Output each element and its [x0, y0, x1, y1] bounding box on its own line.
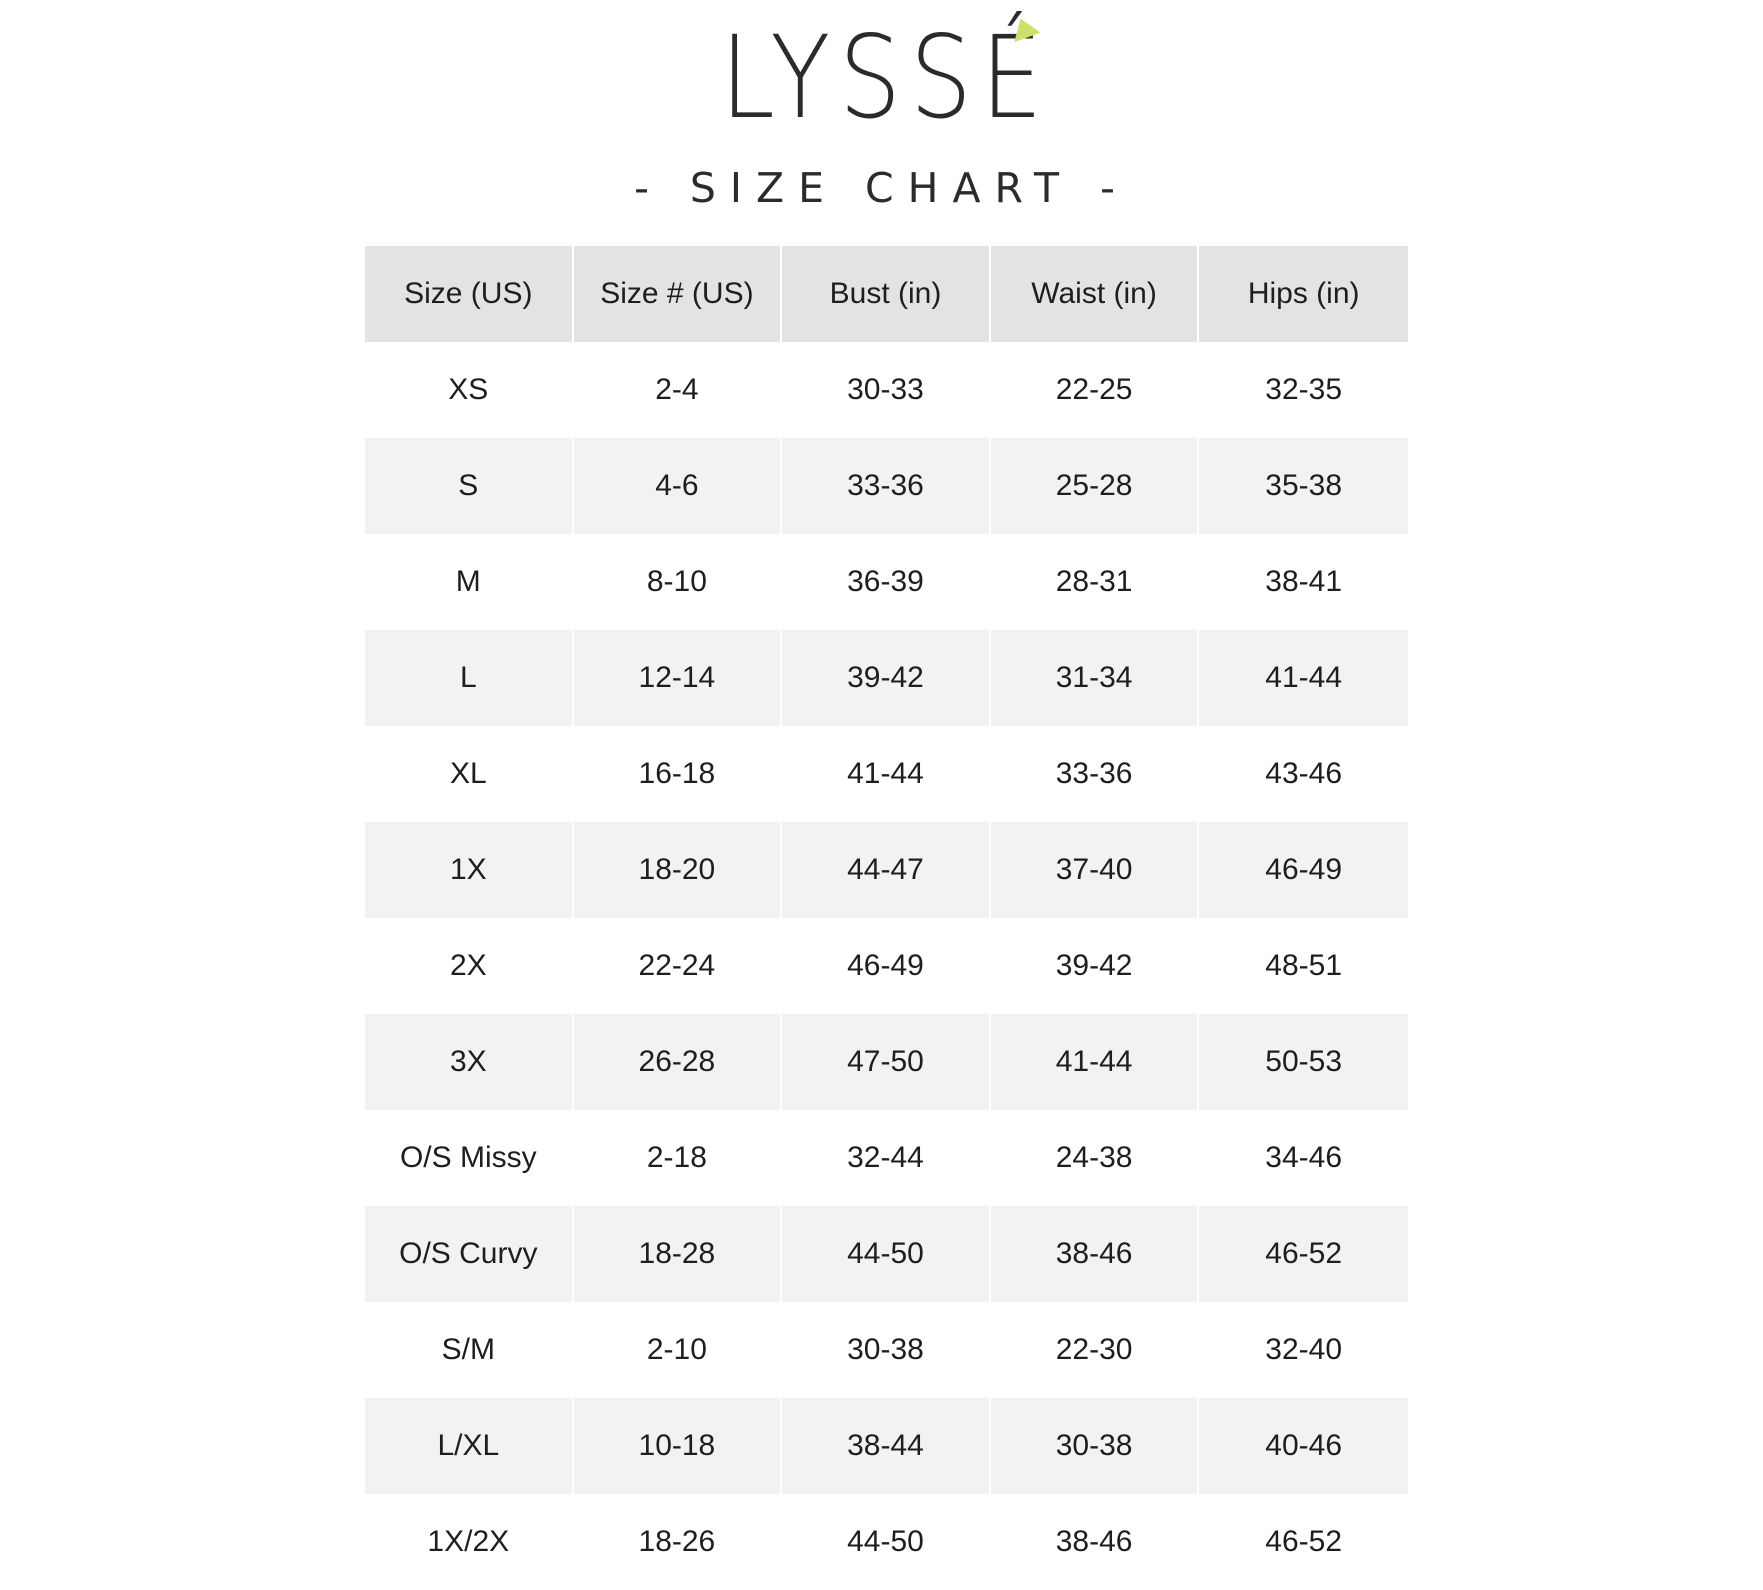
- cell-bust: 39-42: [782, 630, 991, 726]
- cell-size: 3X: [365, 1014, 574, 1110]
- cell-size-number: 16-18: [574, 726, 783, 822]
- cell-hips: 35-38: [1199, 438, 1408, 534]
- cell-size-number: 22-24: [574, 918, 783, 1014]
- cell-waist: 24-38: [991, 1110, 1200, 1206]
- table-row: [365, 630, 1408, 726]
- header-size-number-us: Size # (US): [574, 246, 783, 342]
- header-bust: Bust (in): [782, 246, 991, 342]
- cell-bust: 44-50: [782, 1206, 991, 1302]
- table-header-row: [365, 246, 1408, 342]
- cell-size: O/S Curvy: [365, 1206, 574, 1302]
- cell-waist: 28-31: [991, 534, 1200, 630]
- cell-waist: 22-25: [991, 342, 1200, 438]
- header-size-us: Size (US): [365, 246, 574, 342]
- cell-bust: 44-50: [782, 1494, 991, 1590]
- cell-waist: 41-44: [991, 1014, 1200, 1110]
- table-row: [365, 1110, 1408, 1206]
- header-hips: Hips (in): [1199, 246, 1408, 342]
- cell-size: L/XL: [365, 1398, 574, 1494]
- cell-size-number: 26-28: [574, 1014, 783, 1110]
- cell-bust: 36-39: [782, 534, 991, 630]
- brand-logo: [0, 8, 1763, 148]
- cell-bust: 30-38: [782, 1302, 991, 1398]
- cell-hips: 48-51: [1265, 949, 1343, 982]
- page-title: - SIZE CHART -: [634, 164, 1129, 212]
- cell-waist: 37-40: [991, 822, 1200, 918]
- cell-size-number: 12-14: [574, 630, 783, 726]
- cell-bust: 47-50: [782, 1014, 991, 1110]
- cell-size-number: 10-18: [574, 1398, 783, 1494]
- size-chart-table: [365, 246, 1408, 1590]
- cell-waist: 39-42: [991, 918, 1200, 1014]
- cell-waist: 38-46: [991, 1494, 1200, 1590]
- table-row: [365, 822, 1408, 918]
- cell-hips: 46-49: [1199, 822, 1408, 918]
- cell-waist: 22-30: [991, 1302, 1200, 1398]
- cell-hips: 43-46: [1265, 757, 1343, 790]
- table-row: [365, 726, 1408, 822]
- cell-size: O/S Missy: [365, 1110, 574, 1206]
- cell-hips: 46-52: [1265, 1525, 1343, 1558]
- cell-size-number: 4-6: [574, 438, 783, 534]
- table-row: [365, 1398, 1408, 1494]
- cell-waist: 30-38: [991, 1398, 1200, 1494]
- cell-waist: 25-28: [991, 438, 1200, 534]
- cell-hips: 38-41: [1265, 565, 1343, 598]
- cell-waist: 31-34: [991, 630, 1200, 726]
- cell-size: XS: [365, 342, 574, 438]
- cell-size: S: [365, 438, 574, 534]
- cell-hips: 46-52: [1199, 1206, 1408, 1302]
- header-waist: Waist (in): [991, 246, 1200, 342]
- cell-hips: 50-53: [1199, 1014, 1408, 1110]
- cell-bust: 44-47: [782, 822, 991, 918]
- cell-size: S/M: [365, 1302, 574, 1398]
- cell-size-number: 2-18: [574, 1110, 783, 1206]
- table-row: [365, 1206, 1408, 1302]
- cell-size: 2X: [365, 918, 574, 1014]
- cell-size-number: 8-10: [574, 534, 783, 630]
- cell-hips: 34-46: [1265, 1141, 1343, 1174]
- cell-hips: 32-35: [1265, 373, 1343, 406]
- table-row: [365, 438, 1408, 534]
- table-row: [365, 1014, 1408, 1110]
- cell-size: L: [365, 630, 574, 726]
- table-row: [365, 1494, 1408, 1590]
- cell-bust: 33-36: [782, 438, 991, 534]
- brand-logo-text: LYSSÉ: [720, 11, 1052, 144]
- cell-bust: 32-44: [782, 1110, 991, 1206]
- cell-hips: 41-44: [1199, 630, 1408, 726]
- table-row: [365, 342, 1408, 438]
- cell-bust: 30-33: [782, 342, 991, 438]
- table-row: [365, 1302, 1408, 1398]
- cell-waist: 33-36: [991, 726, 1200, 822]
- cell-size: 1X: [365, 822, 574, 918]
- table-row: [365, 534, 1408, 630]
- cell-bust: 41-44: [782, 726, 991, 822]
- cell-bust: 38-44: [782, 1398, 991, 1494]
- cell-size: XL: [365, 726, 574, 822]
- cell-size-number: 2-4: [574, 342, 783, 438]
- cell-size-number: 18-28: [574, 1206, 783, 1302]
- cell-hips: 40-46: [1199, 1398, 1408, 1494]
- cell-waist: 38-46: [991, 1206, 1200, 1302]
- cell-bust: 46-49: [782, 918, 991, 1014]
- cell-size: 1X/2X: [365, 1494, 574, 1590]
- cell-size-number: 18-20: [574, 822, 783, 918]
- table-row: [365, 918, 1408, 1014]
- cell-hips: 32-40: [1265, 1333, 1343, 1366]
- cell-size-number: 2-10: [574, 1302, 783, 1398]
- cell-size-number: 18-26: [574, 1494, 783, 1590]
- cell-size: M: [365, 534, 574, 630]
